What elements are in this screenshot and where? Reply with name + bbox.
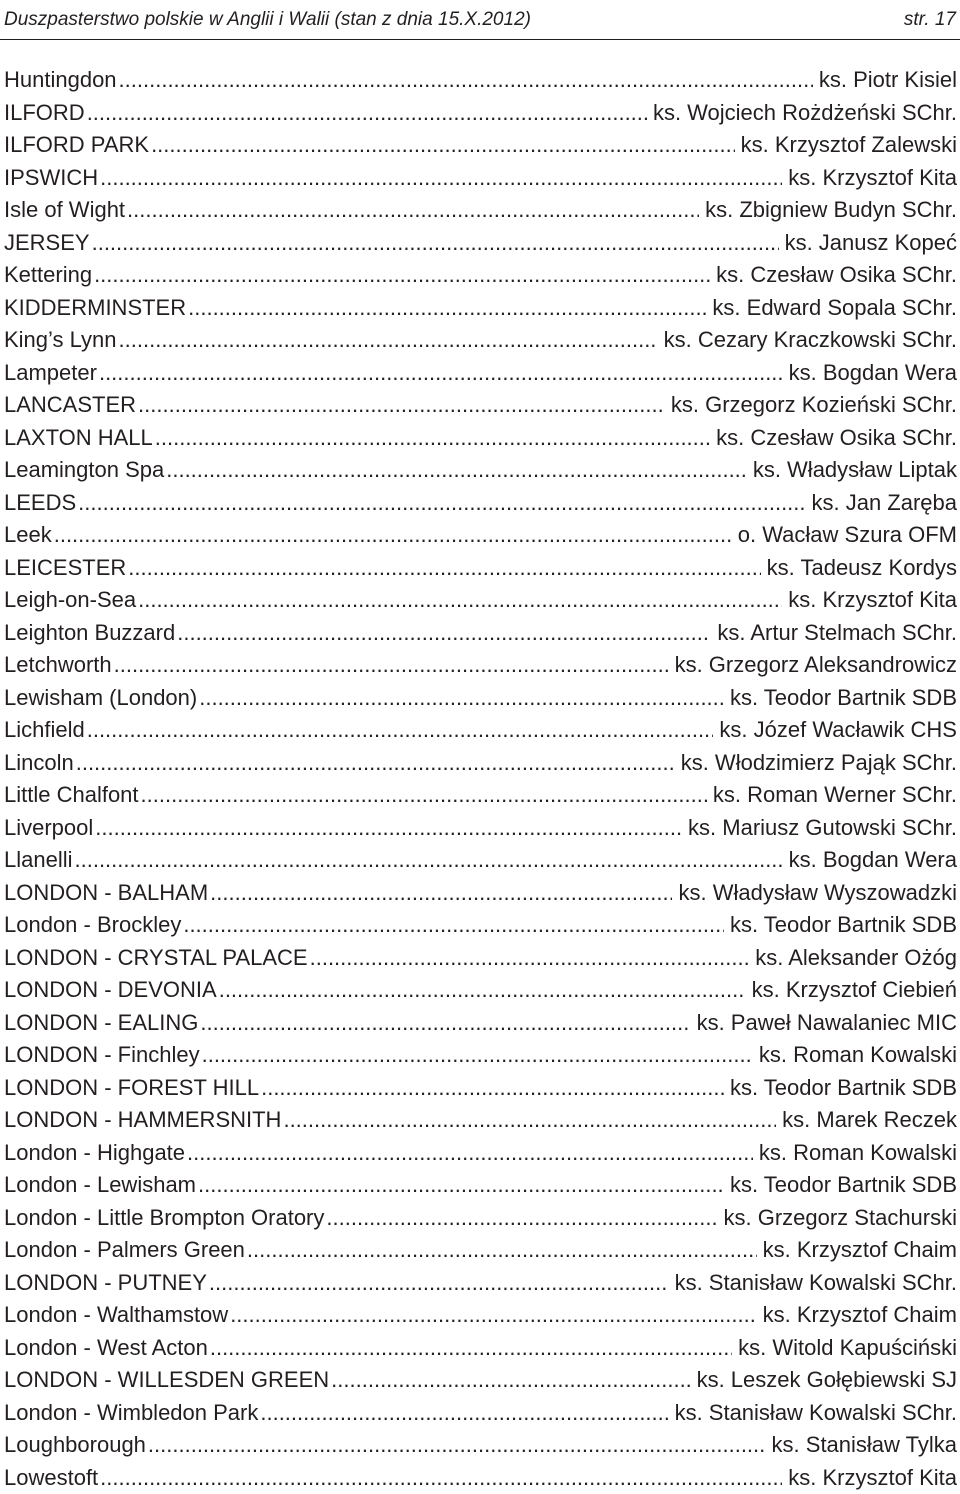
priest-name: ks. Witold Kapuściński (738, 1332, 957, 1365)
dot-leader (199, 682, 724, 715)
dot-leader (166, 454, 747, 487)
priest-name: ks. Roman Kowalski (759, 1137, 957, 1170)
list-item (4, 162, 957, 195)
list-item (4, 487, 957, 520)
priest-name: o. Wacław Szura OFM (738, 519, 957, 552)
dot-leader (100, 1462, 782, 1494)
priest-name: ks. Mariusz Gutowski SChr. (688, 812, 957, 845)
dot-leader (283, 1104, 776, 1137)
place-name: LEEDS (4, 487, 76, 520)
list-item (4, 389, 957, 422)
list-item (4, 617, 957, 650)
priest-name: ks. Krzysztof Kita (788, 584, 957, 617)
dot-leader (78, 487, 805, 520)
header-rule (0, 39, 960, 40)
list-item (4, 1267, 957, 1300)
list-item (4, 844, 957, 877)
priest-name: ks. Wojciech Rożdżeński SChr. (653, 97, 957, 130)
dot-leader (141, 779, 707, 812)
list-item (4, 194, 957, 227)
dot-leader (210, 877, 672, 910)
place-name: IPSWICH (4, 162, 98, 195)
place-name: Loughborough (4, 1429, 146, 1462)
priest-name: ks. Stanisław Kowalski SChr. (675, 1397, 957, 1430)
priest-name: ks. Włodzimierz Pająk SChr. (681, 747, 957, 780)
place-name: LAXTON HALL (4, 422, 153, 455)
list-item (4, 1039, 957, 1072)
dot-leader (99, 357, 783, 390)
place-name: Leamington Spa (4, 454, 164, 487)
list-item (4, 812, 957, 845)
priest-name: ks. Czesław Osika SChr. (716, 259, 957, 292)
dot-leader (128, 552, 760, 585)
list-item (4, 1332, 957, 1365)
place-name: Lincoln (4, 747, 74, 780)
priest-name: ks. Grzegorz Kozieński SChr. (671, 389, 957, 422)
dot-leader (87, 714, 714, 747)
list-item (4, 97, 957, 130)
priest-name: ks. Krzysztof Kita (788, 162, 957, 195)
place-name: ILFORD PARK (4, 129, 149, 162)
priest-name: ks. Krzysztof Kita (788, 1462, 957, 1494)
dot-leader (177, 617, 711, 650)
list-item (4, 552, 957, 585)
list-item (4, 1137, 957, 1170)
dot-leader (200, 1007, 690, 1040)
priest-name: ks. Krzysztof Chaim (763, 1299, 957, 1332)
priest-name: ks. Leszek Gołębiewski SJ (697, 1364, 957, 1397)
priest-name: ks. Czesław Osika SChr. (716, 422, 957, 455)
dot-leader (260, 1397, 668, 1430)
place-name: LONDON - CRYSTAL PALACE (4, 942, 308, 975)
priest-name: ks. Zbigniew Budyn SChr. (705, 194, 957, 227)
dot-leader (202, 1039, 753, 1072)
priest-name: ks. Krzysztof Ciebień (752, 974, 957, 1007)
list-item (4, 454, 957, 487)
place-name: London - Wimbledon Park (4, 1397, 258, 1430)
place-name: Letchworth (4, 649, 112, 682)
list-item (4, 1462, 957, 1494)
priest-name: ks. Piotr Kisiel (819, 64, 957, 97)
list-item (4, 942, 957, 975)
place-name: London - West Acton (4, 1332, 208, 1365)
place-name: LONDON - DEVONIA (4, 974, 217, 1007)
place-name: KIDDERMINSTER (4, 292, 186, 325)
dot-leader (183, 909, 724, 942)
place-name: LONDON - HAMMERSNITH (4, 1104, 281, 1137)
dot-leader (95, 812, 682, 845)
place-name: Liverpool (4, 812, 93, 845)
place-name: LONDON - BALHAM (4, 877, 208, 910)
dot-leader (75, 844, 783, 877)
priest-name: ks. Jan Zaręba (811, 487, 957, 520)
list-item (4, 292, 957, 325)
priest-name: ks. Janusz Kopeć (785, 227, 957, 260)
page-header (0, 0, 960, 40)
list-item (4, 1169, 957, 1202)
list-item (4, 64, 957, 97)
dot-leader (119, 64, 813, 97)
list-item (4, 877, 957, 910)
priest-name: ks. Bogdan Wera (789, 357, 957, 390)
priest-name: ks. Władysław Wyszowadzki (678, 877, 957, 910)
list-item (4, 1364, 957, 1397)
place-name: Little Chalfont (4, 779, 139, 812)
dot-leader (261, 1072, 724, 1105)
list-item (4, 129, 957, 162)
place-name: London - Highgate (4, 1137, 185, 1170)
dot-leader (230, 1299, 756, 1332)
priest-name: ks. Stanisław Kowalski SChr. (675, 1267, 957, 1300)
priest-name: ks. Grzegorz Aleksandrowicz (675, 649, 957, 682)
list-item (4, 1072, 957, 1105)
list-item (4, 357, 957, 390)
priest-name: ks. Teodor Bartnik SDB (730, 1169, 957, 1202)
dot-leader (331, 1364, 690, 1397)
place-name: LONDON - WILLESDEN GREEN (4, 1364, 329, 1397)
place-name: Huntingdon (4, 64, 117, 97)
priest-name: ks. Paweł Nawalaniec MIC (697, 1007, 957, 1040)
list-item (4, 324, 957, 357)
priest-name: ks. Marek Reczek (782, 1104, 957, 1137)
priest-name: ks. Roman Kowalski (759, 1039, 957, 1072)
list-item (4, 649, 957, 682)
priest-name: ks. Józef Wacławik CHS (719, 714, 957, 747)
place-name: JERSEY (4, 227, 90, 260)
dot-leader (138, 389, 665, 422)
place-name: Llanelli (4, 844, 73, 877)
place-name: ILFORD (4, 97, 85, 130)
dot-leader (138, 584, 782, 617)
list-item (4, 227, 957, 260)
dot-leader (326, 1202, 717, 1235)
dot-leader (127, 194, 699, 227)
priest-name: ks. Artur Stelmach SChr. (717, 617, 957, 650)
list-item (4, 1104, 957, 1137)
place-name: Lichfield (4, 714, 85, 747)
place-name: LONDON - Finchley (4, 1039, 200, 1072)
list-item (4, 909, 957, 942)
priest-name: ks. Edward Sopala SChr. (712, 292, 957, 325)
dot-leader (198, 1169, 724, 1202)
dot-leader (119, 324, 658, 357)
place-name: LANCASTER (4, 389, 136, 422)
list-item (4, 714, 957, 747)
place-name: Kettering (4, 259, 92, 292)
dot-leader (187, 1137, 753, 1170)
list-item (4, 682, 957, 715)
place-name: King’s Lynn (4, 324, 117, 357)
place-name: London - Lewisham (4, 1169, 196, 1202)
dot-leader (155, 422, 710, 455)
priest-name: ks. Aleksander Ożóg (755, 942, 957, 975)
dot-leader (76, 747, 675, 780)
priest-name: ks. Teodor Bartnik SDB (730, 682, 957, 715)
place-name: LONDON - PUTNEY (4, 1267, 207, 1300)
dot-leader (148, 1429, 766, 1462)
dot-leader (92, 227, 779, 260)
list-item (4, 1007, 957, 1040)
dot-leader (247, 1234, 757, 1267)
priest-name: ks. Cezary Kraczkowski SChr. (664, 324, 957, 357)
priest-name: ks. Bogdan Wera (789, 844, 957, 877)
priest-name: ks. Teodor Bartnik SDB (730, 909, 957, 942)
priest-name: ks. Stanisław Tylka (772, 1429, 957, 1462)
list-item (4, 584, 957, 617)
place-name: LONDON - EALING (4, 1007, 198, 1040)
list-item (4, 519, 957, 552)
place-name: London - Little Brompton Oratory (4, 1202, 324, 1235)
priest-name: ks. Krzysztof Zalewski (741, 129, 957, 162)
page-number: str. 17 (904, 0, 956, 40)
priest-name: ks. Tadeusz Kordys (767, 552, 957, 585)
dot-leader (151, 129, 735, 162)
document-title: Duszpasterstwo polskie w Anglii i Walii (stan z dnia 15.X.2012) (4, 0, 531, 40)
place-name: Lampeter (4, 357, 97, 390)
place-name: Isle of Wight (4, 194, 125, 227)
place-name: London - Palmers Green (4, 1234, 245, 1267)
dot-leader (54, 519, 732, 552)
dot-leader (100, 162, 782, 195)
place-name: Leighton Buzzard (4, 617, 175, 650)
dot-leader (94, 259, 710, 292)
priest-name: ks. Grzegorz Stachurski (723, 1202, 957, 1235)
list-item (4, 1234, 957, 1267)
priest-name: ks. Władysław Liptak (753, 454, 957, 487)
place-name: Leigh-on-Sea (4, 584, 136, 617)
dot-leader (219, 974, 746, 1007)
place-name: Leek (4, 519, 52, 552)
dot-leader (188, 292, 706, 325)
priest-name: ks. Krzysztof Chaim (763, 1234, 957, 1267)
dot-leader (210, 1332, 732, 1365)
place-name: London - Walthamstow (4, 1299, 228, 1332)
dot-leader (87, 97, 647, 130)
place-name: London - Brockley (4, 909, 181, 942)
dot-leader (209, 1267, 669, 1300)
parish-list (4, 64, 957, 1494)
priest-name: ks. Teodor Bartnik SDB (730, 1072, 957, 1105)
list-item (4, 422, 957, 455)
list-item (4, 1299, 957, 1332)
list-item (4, 1429, 957, 1462)
place-name: Lowestoft (4, 1462, 98, 1494)
place-name: LONDON - FOREST HILL (4, 1072, 259, 1105)
dot-leader (310, 942, 750, 975)
place-name: Lewisham (London) (4, 682, 197, 715)
list-item (4, 1202, 957, 1235)
place-name: LEICESTER (4, 552, 126, 585)
list-item (4, 974, 957, 1007)
list-item (4, 259, 957, 292)
list-item (4, 747, 957, 780)
list-item (4, 779, 957, 812)
list-item (4, 1397, 957, 1430)
priest-name: ks. Roman Werner SChr. (713, 779, 957, 812)
dot-leader (114, 649, 669, 682)
